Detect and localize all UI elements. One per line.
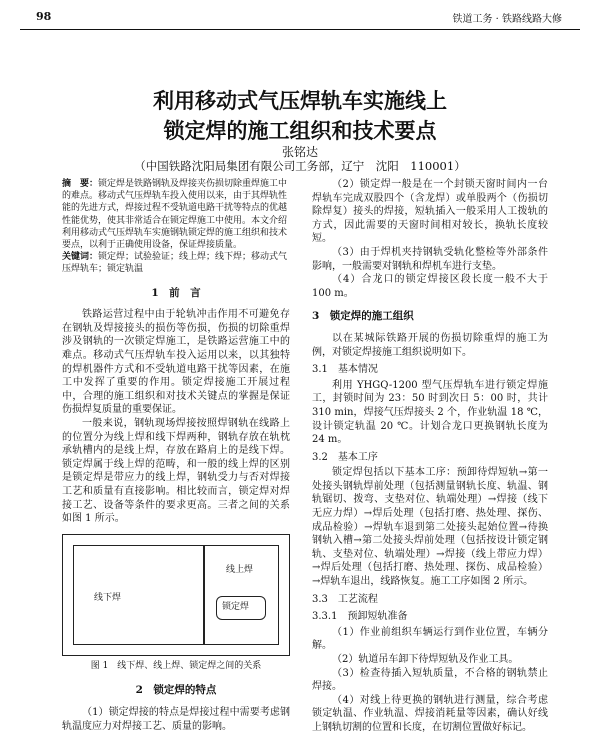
figure-1 xyxy=(62,534,290,656)
lock-weld-label: 锁定焊 xyxy=(222,601,250,612)
left-column xyxy=(62,178,290,733)
subsection-3-3-1-heading: 3.3.1 预卸短轨准备 xyxy=(312,611,408,623)
section-1-heading: 1 前 言 xyxy=(151,286,201,299)
subsection-3-2-heading: 3.2 基本工序 xyxy=(312,451,378,463)
paragraph: （1）作业前组织车辆运行到作业位置，车辆分解。 xyxy=(312,626,548,652)
author: 张铭达 xyxy=(281,145,318,159)
online-weld-label: 线上焊 xyxy=(226,564,254,575)
subsection-3-1-heading: 3.1 基本情况 xyxy=(312,364,378,376)
paragraph: 锁定焊包括以下基本工序：预卸待焊短轨→第一处接头钢轨焊前处理（包括测量钢轨长度、轨温、钢轨锯切、拨弯、支垫对位、轨端处理）→焊接（线下无应力焊）→焊后处理（包括打磨、热处理、探伤、成品检验）→焊轨车退到第二处接头起始位置→待换钢轨入槽→第二处接头焊前处理（包括按设计锁定钢轨、支垫对位、轨端处理）→焊接（线上带应力焊）→焊后处理（包括打磨、热处理、探伤、成品检验）→焊轨车退出，线路恢复。施工工序如图 2 所示。 xyxy=(312,467,548,588)
paragraph: 铁路运营过程中由于轮轨冲击作用不可避免存在钢轨及焊接接头的损伤等伤损，伤损的切除重焊涉及钢轨的一次锁定焊施工，是铁路运营施工中的难点。移动式气压焊轨车投入运用以来，以其独特的焊机器件方式和不受轨道电路干扰等因素，在施工中发挥了重要的作用。锁定焊接施工开展过程中，合理的施工组织和对技术关键点的掌握是保证伤损焊复质量的重要保证。 xyxy=(62,309,290,416)
paragraph: （4）对线上待更换的钢轨进行测量，综合考虑锁定轨温、作业轨温、焊接消耗量等因素，确认好线上钢轨切割的位置和长度，在切割位置做好标记。 xyxy=(312,694,548,733)
abstract-label: 摘 要： xyxy=(62,179,99,189)
right-column xyxy=(312,178,548,735)
offline-weld-label: 线下焊 xyxy=(94,592,122,603)
header-rule xyxy=(20,29,580,30)
paragraph: 一般来说，钢轨现场焊接按照焊钢轨在线路上的位置分为线上焊和线下焊两种，钢轨存放在轨枕承轨槽内的是线上焊，存放在路肩上的是线下焊。锁定焊属于线上焊的范畴，和一般的线上焊的区别是锁定焊是带应力的线上焊，钢轨受力与否对焊接工艺和质量有直接影响。相比较而言，锁定焊对焊接工艺、设备等条件的要求更高。三者之间的关系如图 1 所示。 xyxy=(62,417,290,525)
paragraph: （3）检查待插入短轨质量，不合格的钢轨禁止焊接。 xyxy=(312,667,548,693)
page-header xyxy=(8,8,592,26)
keywords xyxy=(62,251,290,275)
abstract xyxy=(62,178,290,251)
paragraph: 利用 YHGQ-1200 型气压焊轨车进行锁定焊施工，封锁时间为 23：50 时到次日 5：00 时，共计 310 min，焊接气压焊接头 2 个，作业轨温 18 ℃，设计锁定轨温 20 ℃。计划合龙口更换钢轨长度为 24 m。 xyxy=(312,379,548,446)
article-title xyxy=(40,86,560,146)
offline-weld-box xyxy=(73,545,205,645)
title-line-1: 利用移动式气压焊轨车实施线上 xyxy=(153,88,447,113)
abstract-text: 锁定焊是铁路钢轨及焊接夹伤损切除重焊施工中的难点。移动式气压焊轨车投入使用以来，由于其焊轨性能的先进方式，焊接过程不受轨道电路干扰等特点的优越性能优势，使其非常适合在锁定焊施工中使用。本文介绍利用移动式气压焊轨车实施钢轨锁定焊的施工组织和技术要点，以利于正确使用设备，保证焊接质量。 xyxy=(62,179,288,251)
title-line-2: 锁定焊的施工组织和技术要点 xyxy=(163,118,437,143)
affiliation: （中国铁路沈阳局集团有限公司工务部，辽宁 沈阳 110001） xyxy=(134,159,466,173)
keywords-text: 锁定焊；试验验证；线上焊；线下焊；移动式气压焊轨车；锁定轨温 xyxy=(62,252,288,275)
figure-1-caption: 图 1 线下焊、线上焊、锁定焊之间的关系 xyxy=(90,660,262,671)
paragraph: （1）锁定焊接的特点是焊接过程中需要考虑钢轨温度应力对焊接工艺、质量的影响。 xyxy=(62,706,290,732)
keywords-label: 关键词： xyxy=(62,252,99,263)
paragraph: （3）由于焊机夹持钢轨受轨化整检等外部条件影响，一般需要对钢轨和焊机车进行支垫。 xyxy=(312,246,548,272)
paragraph: 以在某城际铁路开展的伤损切除重焊的施工为例，对锁定焊接施工组织说明如下。 xyxy=(312,332,548,358)
lock-weld-box xyxy=(216,596,266,620)
page-number: 98 xyxy=(36,10,52,23)
paragraph: （2）轨道吊车卸下待焊短轨及作业工具。 xyxy=(332,654,519,665)
paragraph: （4）合龙口的锁定焊接区段长度一般不大于 100 m。 xyxy=(312,274,548,299)
section-2-heading: 2 锁定焊的特点 xyxy=(135,684,217,697)
journal-name: 铁道工务 · 铁路线路大修 xyxy=(452,14,562,25)
section-3-heading: 3 锁定焊的施工组织 xyxy=(312,310,414,323)
online-weld-box xyxy=(203,545,279,645)
paragraph: （2）锁定焊一般是在一个封锁天窗时间内一台焊轨车完成双股四个（含龙焊）或单股两个（伤损切除焊复）接头的焊接，短轨插入一般采用人工拨轨的方式，因此需要的天窗时间相对较长，换轨长度较短。 xyxy=(312,179,548,245)
subsection-3-3-heading: 3.3 工艺流程 xyxy=(312,593,378,605)
